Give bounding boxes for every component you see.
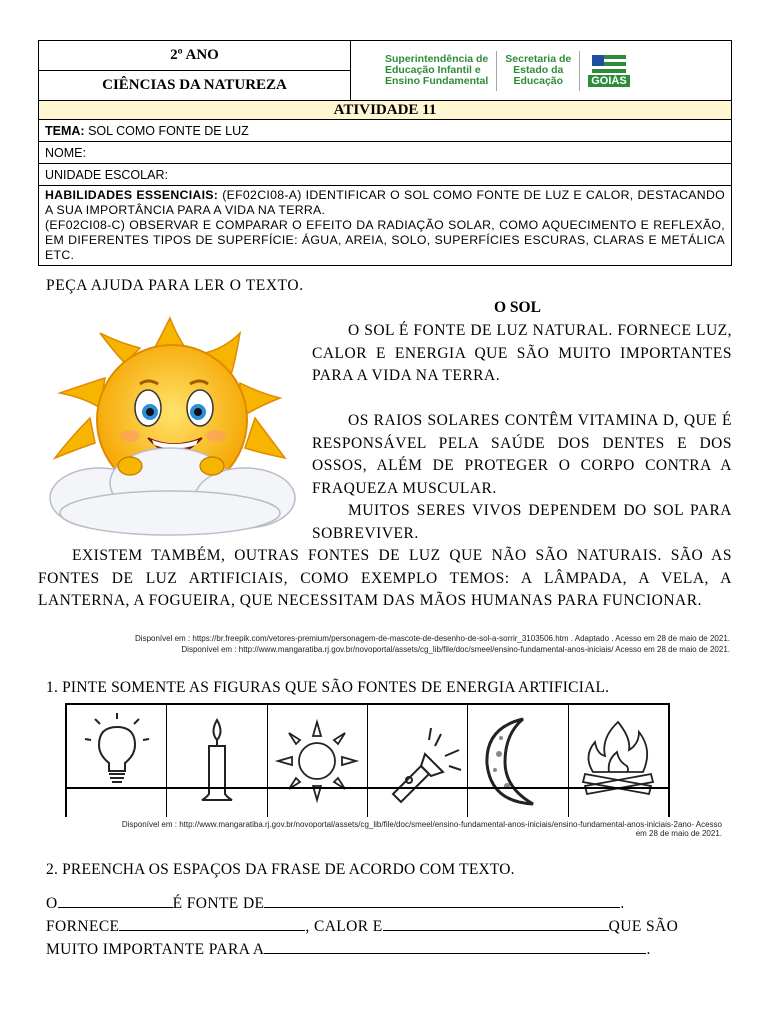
source-3b: em 28 de maio de 2021. [635, 829, 722, 838]
reading-paragraph-4: EXISTEM TAMBÉM, OUTRAS FONTES DE LUZ QUE NÃO SÃO NATURAIS. SÃO AS FONTES DE LUZ ARTIFICIAIS, COMO EXEMPLO TEMOS: A LÂMPADA, A VELA, A LANTERNA, A FOGUEIRA, QUE NECESSITAM DAS MÃOS HUMANAS PARA FUNCIONAR. [38, 547, 732, 609]
nome-field[interactable]: NOME: [39, 142, 731, 164]
figures-box-bottom [65, 787, 670, 789]
logo-secretaria: Secretaria de Estado da Educação [505, 53, 572, 87]
figure-cell-flashlight[interactable] [368, 705, 468, 817]
figure-cell-moon[interactable] [468, 705, 568, 817]
figure-cell-lightbulb[interactable] [67, 705, 167, 817]
reading-paragraph-2: OS RAIOS SOLARES CONTÊM VITAMINA D, QUE É RESPONSÁVEL PELA SAÚDE DOS DENTES E DOS OSSOS, ALÉM DE PROTEGER O CORPO CONTRA A FRAQUEZA MUSCULAR. [312, 412, 732, 497]
question-2: 2. PREENCHA OS ESPAÇOS DA FRASE DE ACORDO COM TEXTO. [46, 861, 515, 878]
intro-text: PEÇA AJUDA PARA LER O TEXTO. [46, 277, 304, 294]
reading-title: O SOL [494, 299, 541, 316]
tema-field: TEMA: SOL COMO FONTE DE LUZ [39, 120, 731, 142]
blank-2[interactable] [264, 907, 620, 908]
goias-logo: GOIÁS [588, 55, 629, 87]
grade-label: 2º ANO [39, 41, 350, 71]
source-1: Disponível em : https://br.freepik.com/vetores-premium/personagem-de-mascote-de-desenho-de-sol-a-sorrir_3103506.htm . Adaptado . Acesso em 28 de maio de 2021. [135, 634, 730, 643]
subject-label: CIÊNCIAS DA NATUREZA [102, 77, 287, 93]
reading-paragraph-3: MUITOS SERES VIVOS DEPENDEM DO SOL PARA SOBREVIVER. [312, 502, 732, 542]
lightbulb-icon [77, 709, 157, 789]
blank-1[interactable] [58, 907, 173, 908]
unidade-field[interactable]: UNIDADE ESCOLAR: [39, 164, 731, 186]
figures-box [65, 703, 670, 817]
fill-line-3: MUITO IMPORTANTE PARA A . [46, 941, 651, 958]
fill-line-2: FORNECE , CALOR E QUE SÃO [46, 918, 679, 935]
sun-mascot-image [40, 308, 302, 538]
flashlight-icon [373, 716, 463, 806]
logo-superintendencia: Superintendência de Educação Infantil e Ensino Fundamental [385, 53, 489, 87]
blank-3[interactable] [119, 930, 305, 931]
campfire-icon [573, 716, 663, 806]
blank-4[interactable] [383, 930, 609, 931]
blank-5[interactable] [264, 953, 646, 954]
source-2: Disponível em : http://www.mangaratiba.rj.gov.br/novoportal/assets/cg_lib/file/doc/smeel/ensino-fundamental-anos-iniciais/ Acesso em 28 de maio de 2021. [181, 645, 730, 654]
question-1: 1. PINTE SOMENTE AS FIGURAS QUE SÃO FONTES DE ENERGIA ARTIFICIAL. [46, 679, 610, 696]
habilidades: HABILIDADES ESSENCIAIS: (EF02CI08-A) IDENTIFICAR O SOL COMO FONTE DE LUZ E CALOR, DESTACANDO A SUA IMPORTÂNCIA PARA A VIDA NA TERRA. (EF02CI08-C) OBSERVAR E COMPARAR O EFEITO DA RADIAÇÃO SOLAR, COMO AQUECIMENTO E REFLEXÃO, EM DIFERENTES TIPOS DE SUPERFÍCIE: ÁGUA, AREIA, SOLO, SUPERFÍCIES ESCURAS, CLARAS E METÁLICA ETC. [45, 188, 725, 262]
reading-paragraph-1: O SOL É FONTE DE LUZ NATURAL. FORNECE LUZ, CALOR E ENERGIA QUE SÃO MUITO IMPORTANTES PARA A VIDA NA TERRA. [312, 322, 732, 384]
fill-line-1: O É FONTE DE . [46, 895, 625, 912]
figure-cell-campfire[interactable] [569, 705, 668, 817]
activity-title: ATIVIDADE 11 [39, 101, 731, 120]
source-3a: Disponível em : http://www.mangaratiba.rj.gov.br/novoportal/assets/cg_lib/file/doc/smeel/ensino-fundamental-anos-iniciais/ensino-fundamental-anos-iniciais-2ano- Acesso [121, 820, 722, 829]
header-table [38, 40, 732, 266]
candle-icon [192, 716, 242, 806]
moon-icon [473, 714, 563, 809]
figure-cell-candle[interactable] [167, 705, 267, 817]
sun-icon [272, 716, 362, 806]
logos [351, 41, 731, 100]
figure-cell-sun[interactable] [268, 705, 368, 817]
